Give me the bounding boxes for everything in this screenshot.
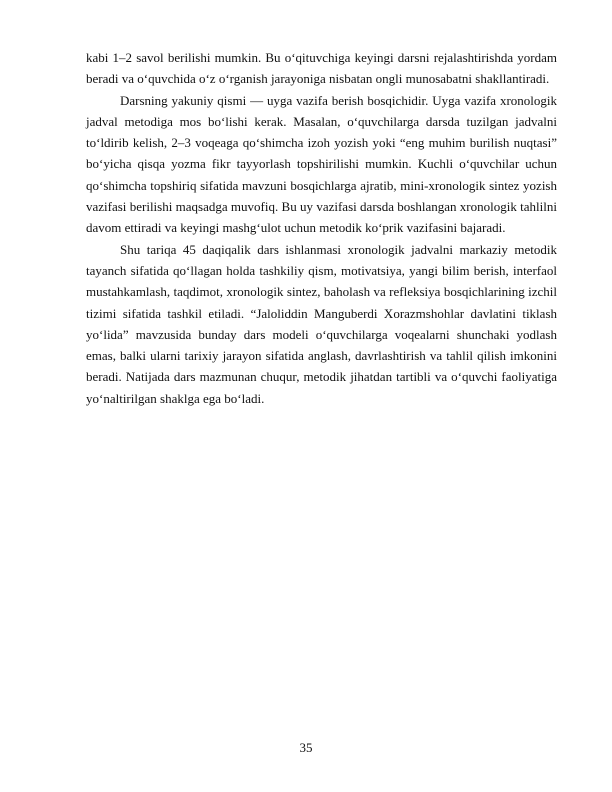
paragraph-1: kabi 1–2 savol berilishi mumkin. Bu o‘qituvchiga keyingi darsni rejalashtirishda yordam beradi va o‘quvchida o‘z o‘rganish jarayoniga nisbatan ongli munosabatni shakllantiradi. <box>86 50 557 87</box>
paragraph-2: Darsning yakuniy qismi — uyga vazifa berish bosqichidir. Uyga vazifa xronologik jadval metodiga mos bo‘lishi kerak. Masalan, o‘quvchilarga darsda tuzilgan jadvalni to‘ldirib kelish, 2–3 voqeaga qo‘shimcha izoh yozish yoki “eng muhim burilish nuqtasi” bo‘yicha qisqa yozma fikr tayyorlash topshirilishi mumkin. Kuchli o‘quvchilar uchun qo‘shimcha topshiriq sifatida mavzuni bosqichlarga ajratib, mini-xronologik sintez yozish vazifasi berilishi maqsadga muvofiq. Bu uy vazifasi darsda boshlangan xronologik tahlilni davom ettiradi va keyingi mashg‘ulot uchun metodik ko‘prik vazifasini bajaradi. <box>86 92 557 236</box>
page-number: 35 <box>299 740 313 755</box>
paragraph-3: Shu tariqa 45 daqiqalik dars ishlanmasi xronologik jadvalni markaziy metodik tayanch sifatida qo‘llagan holda tashkiliy qism, motivatsiya, yangi bilim berish, interfaol mustahkamlash, taqdimot, xronologik sintez, baholash va refleksiya bosqichlarining izchil tizimi sifatida tashkil etiladi. “Jaloliddin Manguberdi Xorazmshohlar davlatini tiklash yo‘lida” mavzusida bunday dars modeli o‘quvchilarga voqealarni shunchaki yodlash emas, balki ularni tarixiy jarayon sifatida anglash, davrlashtirish va tahlil qilish imkonini beradi. Natijada dars mazmunan chuqur, metodik jihatdan tartibli va o‘quvchi faoliyatiga yo‘naltirilgan shaklga ega bo‘ladi. <box>86 241 557 406</box>
document-body <box>86 47 557 409</box>
